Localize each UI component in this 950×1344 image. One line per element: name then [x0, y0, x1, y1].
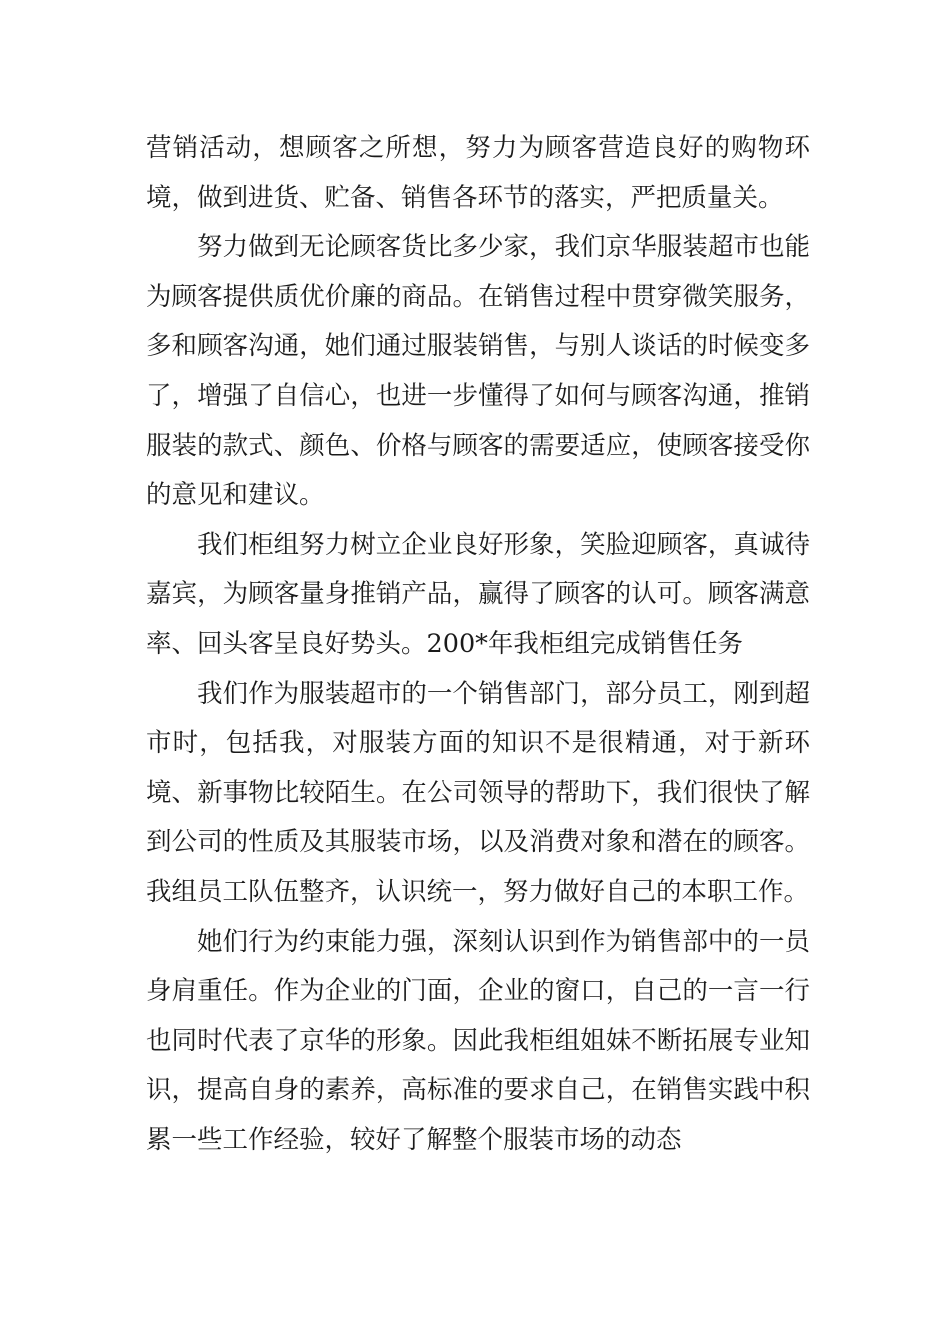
document-body [146, 124, 810, 1165]
paragraph-5: 她们行为约束能力强，深刻认识到作为销售部中的一员身肩重任。作为企业的门面，企业的窗口，自己的一言一行也同时代表了京华的形象。因此我柜组姐妹不断拓展专业知识，提高自身的素养，高标准的要求自己，在销售实践中积累一些工作经验，较好了解整个服装市场的动态 [146, 926, 810, 1155]
paragraph-2: 努力做到无论顾客货比多少家，我们京华服装超市也能为顾客提供质优价廉的商品。在销售过程中贯穿微笑服务，多和顾客沟通，她们通过服装销售，与别人谈话的时候变多了，增强了自信心，也进一步懂得了如何与顾客沟通，推销服装的款式、颜色、价格与顾客的需要适应，使顾客接受你的意见和建议。 [146, 232, 810, 511]
paragraph-1: 营销活动，想顾客之所想，努力为顾客营造良好的购物环境，做到进货、贮备、销售各环节的落实，严把质量关。 [146, 133, 810, 213]
paragraph-4: 我们作为服装超市的一个销售部门，部分员工，刚到超市时，包括我，对服装方面的知识不是很精通，对于新环境、新事物比较陌生。在公司领导的帮助下，我们很快了解到公司的性质及其服装市场，以及消费对象和潜在的顾客。我组员工队伍整齐，认识统一，努力做好自己的本职工作。 [146, 678, 810, 907]
paragraph-3: 我们柜组努力树立企业良好形象，笑脸迎顾客，真诚待嘉宾，为顾客量身推销产品，赢得了顾客的认可。顾客满意率、回头客呈良好势头。200*年我柜组完成销售任务 [146, 529, 810, 659]
